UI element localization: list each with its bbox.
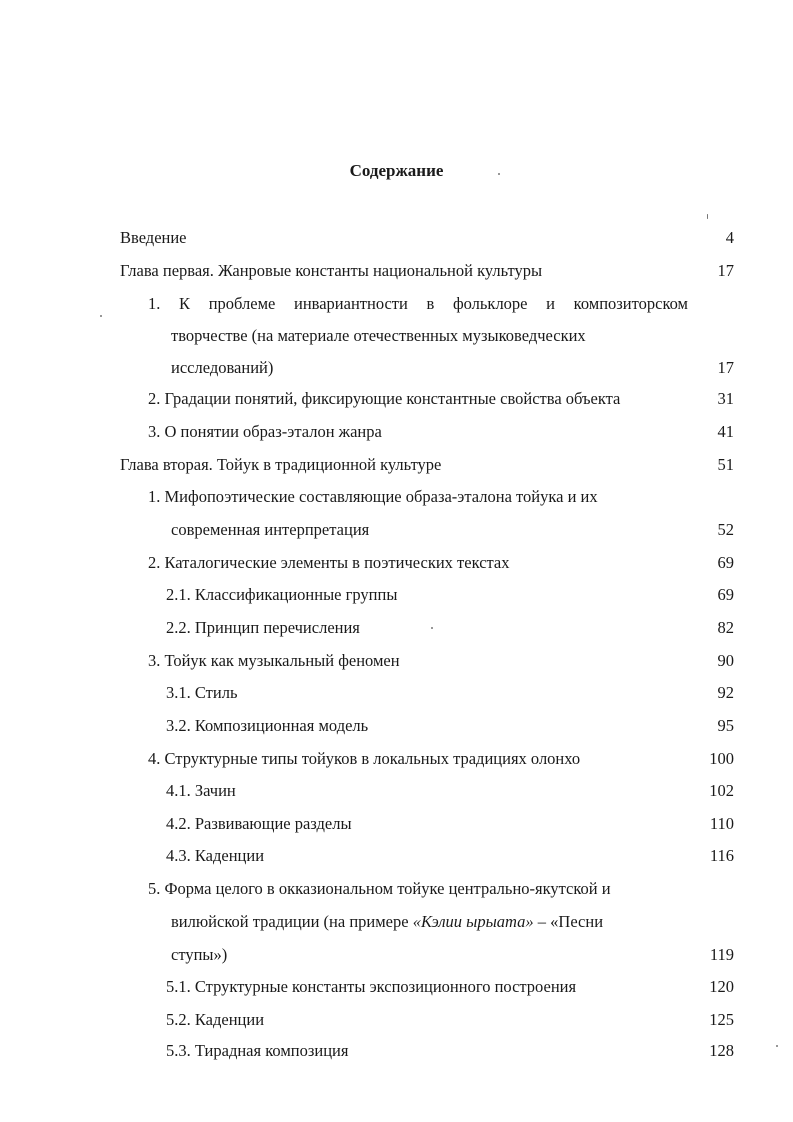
toc-entry-introduction: Введение bbox=[120, 228, 187, 247]
toc-entry-2-5-line2 bbox=[171, 912, 603, 932]
toc-entry-2-4-3: 4.3. Каденции bbox=[166, 846, 265, 865]
toc-entry-2-3-2: 3.2. Композиционная модель bbox=[166, 716, 369, 735]
toc-page-number: 125 bbox=[709, 1010, 734, 1029]
toc-entry-2-4: 4. Структурные типы тойуков в локальных традициях олонхо bbox=[148, 749, 581, 768]
toc-entry-2-1-line1: 1. Мифопоэтические составляющие образа-эталона тойука и их bbox=[148, 487, 598, 506]
toc-entry-1-2: 2. Градации понятий, фиксирующие константные свойства объекта bbox=[148, 389, 621, 408]
scan-speck bbox=[100, 315, 102, 317]
toc-page-number: 92 bbox=[717, 683, 734, 702]
toc-entry-2-5-line1: 5. Форма целого в окказиональном тойуке центрально-якутской и bbox=[148, 879, 611, 898]
toc-page-number: 51 bbox=[717, 455, 734, 474]
toc-entry-2-2-2: 2.2. Принцип перечисления bbox=[166, 618, 360, 637]
toc-page-number: 69 bbox=[717, 585, 734, 604]
toc-entry-2-5-line2-a: вилюйской традиции (на примере bbox=[171, 912, 413, 931]
toc-page-number: 17 bbox=[717, 358, 734, 377]
toc-entry-1-3: 3. О понятии образ-эталон жанра bbox=[148, 422, 382, 441]
toc-entry-2-5-line3: ступы») bbox=[171, 945, 228, 964]
page-title: Содержание bbox=[349, 161, 444, 180]
toc-entry-2-2-1: 2.1. Классификационные группы bbox=[166, 585, 398, 604]
toc-page-number: 31 bbox=[717, 389, 734, 408]
toc-entry-1-1-line1: 1. К проблеме инвариантности в фольклоре и композиторском bbox=[148, 294, 688, 313]
scan-speck bbox=[431, 627, 433, 629]
toc-page-number: 110 bbox=[709, 814, 734, 833]
toc-page-number: 17 bbox=[717, 261, 734, 280]
scan-speck bbox=[707, 214, 708, 219]
toc-entry-2-5-1: 5.1. Структурные константы экспозиционного построения bbox=[166, 977, 577, 996]
toc-entry-2-5-line2-b: – «Песни bbox=[533, 912, 604, 931]
toc-page-number: 95 bbox=[717, 716, 734, 735]
toc-page-number: 128 bbox=[709, 1041, 734, 1060]
toc-entry-2-4-2: 4.2. Развивающие разделы bbox=[166, 814, 352, 833]
toc-page-number: 116 bbox=[709, 846, 734, 865]
toc-page-number: 4 bbox=[725, 228, 734, 247]
toc-entry-chapter-1: Глава первая. Жанровые константы национальной культуры bbox=[120, 261, 543, 280]
toc-entry-2-5-italic-title: «Кэлии ырыата» bbox=[412, 912, 534, 931]
toc-page-number: 120 bbox=[709, 977, 734, 996]
toc-page-number: 90 bbox=[717, 651, 734, 670]
toc-page-number: 100 bbox=[709, 749, 734, 768]
toc-entry-2-3-1: 3.1. Стиль bbox=[166, 683, 238, 702]
toc-page-number: 102 bbox=[709, 781, 734, 800]
toc-entry-2-1-line2: современная интерпретация bbox=[171, 520, 370, 539]
toc-entry-2-5-3: 5.3. Тирадная композиция bbox=[166, 1041, 349, 1060]
toc-page-number: 41 bbox=[717, 422, 734, 441]
toc-entry-1-1-line3: исследований) bbox=[171, 358, 274, 377]
scan-speck bbox=[776, 1045, 778, 1047]
toc-page-number: 69 bbox=[717, 553, 734, 572]
toc-page-number: 119 bbox=[709, 945, 734, 964]
toc-entry-chapter-2: Глава вторая. Тойук в традиционной культуре bbox=[120, 455, 442, 474]
toc-entry-2-5-2: 5.2. Каденции bbox=[166, 1010, 265, 1029]
toc-page-number: 82 bbox=[717, 618, 734, 637]
scan-speck bbox=[498, 173, 500, 175]
toc-page-number: 52 bbox=[717, 520, 734, 539]
toc-entry-2-3: 3. Тойук как музыкальный феномен bbox=[148, 651, 400, 670]
toc-entry-2-4-1: 4.1. Зачин bbox=[166, 781, 236, 800]
toc-entry-1-1-line2: творчестве (на материале отечественных музыковедческих bbox=[171, 326, 586, 345]
toc-entry-2-2: 2. Каталогические элементы в поэтических текстах bbox=[148, 553, 510, 572]
